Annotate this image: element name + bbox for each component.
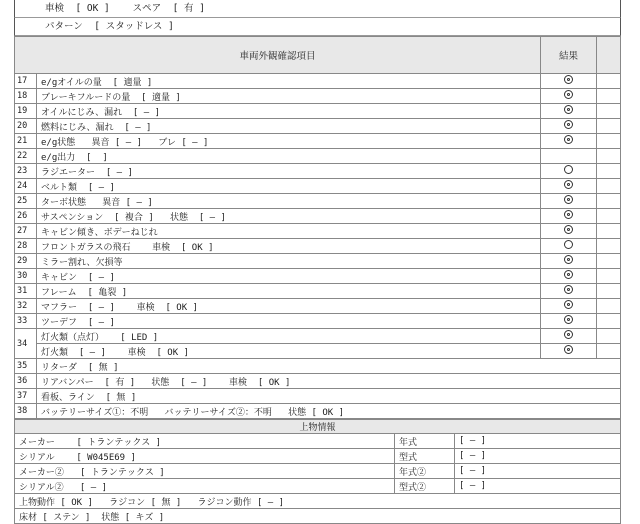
- extra-cell: [597, 149, 621, 164]
- double-circle-icon: [564, 75, 573, 84]
- double-circle-icon: [564, 90, 573, 99]
- extra-cell: [597, 269, 621, 284]
- row-number: 23: [15, 164, 37, 179]
- top-row-inspection: 車検 [ OK ] スペア [ 有 ]: [14, 0, 621, 18]
- table-row: [15, 209, 621, 224]
- row-text: フロントガラスの飛石 車検 [ OK ]: [37, 239, 541, 254]
- upper-right-value: [ ― ]: [455, 464, 621, 479]
- row-text: オイルにじみ、漏れ [ ― ]: [37, 104, 541, 119]
- tail-rows: [15, 359, 621, 419]
- result-mark: [541, 224, 597, 239]
- extra-cell: [597, 179, 621, 194]
- row-text: サスペンション [ 複合 ] 状態 [ ― ]: [37, 209, 541, 224]
- row-number: 25: [15, 194, 37, 209]
- double-circle-icon: [564, 210, 573, 219]
- table-row: [15, 164, 621, 179]
- row-text: e/gオイルの量 [ 適量 ]: [37, 74, 541, 89]
- upper-info-table: [14, 419, 621, 524]
- row-number: 36: [15, 374, 37, 389]
- extra-cell: [597, 329, 621, 344]
- row-number: 27: [15, 224, 37, 239]
- upper-footer-row: [15, 494, 621, 509]
- upper-rows: [15, 434, 621, 494]
- double-circle-icon: [564, 120, 573, 129]
- table-row: [15, 329, 621, 344]
- row-text: ターボ状態 異音 [ ― ]: [37, 194, 541, 209]
- result-mark: [541, 74, 597, 89]
- table-row: [15, 269, 621, 284]
- row-number: 38: [15, 404, 37, 419]
- row-number: 33: [15, 314, 37, 329]
- row-number: 19: [15, 104, 37, 119]
- table-row: [15, 404, 621, 419]
- table-row: [15, 344, 621, 359]
- item-rows: [15, 74, 621, 329]
- row-text: キャビン傾き、ボデーねじれ: [37, 224, 541, 239]
- table-row: [15, 239, 621, 254]
- upper-footer-row: [15, 509, 621, 524]
- extra-cell: [597, 134, 621, 149]
- upper-row: [15, 464, 621, 479]
- row-number: 21: [15, 134, 37, 149]
- result-mark: [541, 329, 597, 344]
- table-row: [15, 299, 621, 314]
- table-row: [15, 104, 621, 119]
- double-circle-icon: [564, 180, 573, 189]
- row-number: 34: [15, 329, 37, 359]
- row-text: e/g状態 異音 [ ― ] ブレ [ ― ]: [37, 134, 541, 149]
- row-text: マフラー [ ― ] 車検 [ OK ]: [37, 299, 541, 314]
- extra-cell: [597, 194, 621, 209]
- table-row: [15, 194, 621, 209]
- row-text: キャビン [ ― ]: [37, 269, 541, 284]
- extra-cell: [597, 254, 621, 269]
- extra-cell: [597, 284, 621, 299]
- double-circle-icon: [564, 300, 573, 309]
- row-text: e/g出力 [ ]: [37, 149, 541, 164]
- row-number: 30: [15, 269, 37, 284]
- row-text: フレーム [ 亀裂 ]: [37, 284, 541, 299]
- upper-row: [15, 434, 621, 449]
- thumbs-up-icon: [597, 37, 621, 74]
- result-mark: [541, 299, 597, 314]
- double-circle-icon: [564, 315, 573, 324]
- upper-row: [15, 479, 621, 494]
- result-mark: [541, 344, 597, 359]
- result-mark: [541, 149, 597, 164]
- table-row: [15, 89, 621, 104]
- double-circle-icon: [564, 330, 573, 339]
- extra-cell: [597, 74, 621, 89]
- extra-cell: [597, 239, 621, 254]
- extra-cell: [597, 224, 621, 239]
- extra-cell: [597, 164, 621, 179]
- row-text: ベルト類 [ ― ]: [37, 179, 541, 194]
- row-number: 32: [15, 299, 37, 314]
- table-row: [15, 149, 621, 164]
- circle-icon: [564, 165, 573, 174]
- result-mark: [541, 239, 597, 254]
- upper-row: [15, 449, 621, 464]
- upper-right-value: [ ― ]: [455, 434, 621, 449]
- extra-cell: [597, 344, 621, 359]
- row-number: 29: [15, 254, 37, 269]
- row-text: リターダ [ 無 ]: [37, 359, 621, 374]
- table-row: [15, 224, 621, 239]
- table-header: [15, 37, 621, 74]
- extra-cell: [597, 104, 621, 119]
- double-circle-icon: [564, 255, 573, 264]
- result-mark: [541, 209, 597, 224]
- row-text: リアバンパー [ 有 ] 状態 [ ― ] 車検 [ OK ]: [37, 374, 621, 389]
- row-text: 灯火類 [ ― ] 車検 [ OK ]: [37, 344, 541, 359]
- result-mark: [541, 194, 597, 209]
- top-row-pattern: パターン [ スタッドレス ]: [14, 18, 621, 36]
- result-mark: [541, 89, 597, 104]
- circle-icon: [564, 240, 573, 249]
- table-row: [15, 119, 621, 134]
- extra-cell: [597, 119, 621, 134]
- table-row: [15, 134, 621, 149]
- row-number: 17: [15, 74, 37, 89]
- double-circle-icon: [564, 135, 573, 144]
- extra-cell: [597, 209, 621, 224]
- row-number: 20: [15, 119, 37, 134]
- row-number: 26: [15, 209, 37, 224]
- result-mark: [541, 164, 597, 179]
- double-circle-icon: [564, 105, 573, 114]
- result-header: 結果: [541, 37, 597, 74]
- result-mark: [541, 119, 597, 134]
- double-circle-icon: [564, 195, 573, 204]
- result-mark: [541, 134, 597, 149]
- extra-cell: [597, 89, 621, 104]
- row-text: 燃料にじみ、漏れ [ ― ]: [37, 119, 541, 134]
- result-mark: [541, 284, 597, 299]
- row-number: 18: [15, 89, 37, 104]
- row-text: 灯火類（点灯） [ LED ]: [37, 329, 541, 344]
- upper-right-label: 年式②: [395, 464, 455, 479]
- result-mark: [541, 269, 597, 284]
- result-mark: [541, 104, 597, 119]
- row-number: 37: [15, 389, 37, 404]
- upper-header: [15, 420, 621, 434]
- section-title: 車両外観確認項目: [15, 37, 541, 74]
- double-circle-icon: [564, 225, 573, 234]
- table-row: [15, 374, 621, 389]
- extra-cell: [597, 314, 621, 329]
- double-circle-icon: [564, 270, 573, 279]
- row-number: 28: [15, 239, 37, 254]
- table-row: [15, 314, 621, 329]
- table-row: [15, 74, 621, 89]
- floor-material: 床材 [ ステン ] 状態 [ キズ ]: [15, 509, 621, 524]
- row-text: ツーデフ [ ― ]: [37, 314, 541, 329]
- upper-left: シリアル [ W045E69 ]: [15, 449, 395, 464]
- row-number: 24: [15, 179, 37, 194]
- upper-right-label: 型式②: [395, 479, 455, 494]
- result-mark: [541, 314, 597, 329]
- row-text: バッテリーサイズ①：不明 バッテリーサイズ②：不明 状態 [ OK ]: [37, 404, 621, 419]
- exterior-check-table: [14, 36, 621, 419]
- top-info: [14, 0, 621, 36]
- row-text: ミラー割れ、欠損等: [37, 254, 541, 269]
- upper-right-label: 年式: [395, 434, 455, 449]
- row-text: ラジエーター [ ― ]: [37, 164, 541, 179]
- double-circle-icon: [564, 285, 573, 294]
- inspection-sheet: [14, 0, 621, 523]
- upper-right-label: 型式: [395, 449, 455, 464]
- row-number: 31: [15, 284, 37, 299]
- table-row: [15, 254, 621, 269]
- row-number: 22: [15, 149, 37, 164]
- table-row: [15, 284, 621, 299]
- row-text: 看板、ライン [ 無 ]: [37, 389, 621, 404]
- extra-cell: [597, 299, 621, 314]
- upper-left: メーカー② [ トランテックス ]: [15, 464, 395, 479]
- upper-title: 上物情報: [15, 420, 621, 434]
- table-row: [15, 389, 621, 404]
- row-text: ブレーキフルードの量 [ 適量 ]: [37, 89, 541, 104]
- upper-left: メーカー [ トランテックス ]: [15, 434, 395, 449]
- double-circle-icon: [564, 345, 573, 354]
- upper-operation: 上物動作 [ OK ] ラジコン [ 無 ] ラジコン動作 [ ― ]: [15, 494, 621, 509]
- upper-right-value: [ ― ]: [455, 449, 621, 464]
- upper-left: シリアル② [ ― ]: [15, 479, 395, 494]
- result-mark: [541, 179, 597, 194]
- table-row: [15, 179, 621, 194]
- upper-right-value: [ ― ]: [455, 479, 621, 494]
- result-mark: [541, 254, 597, 269]
- row-number: 35: [15, 359, 37, 374]
- table-row: [15, 359, 621, 374]
